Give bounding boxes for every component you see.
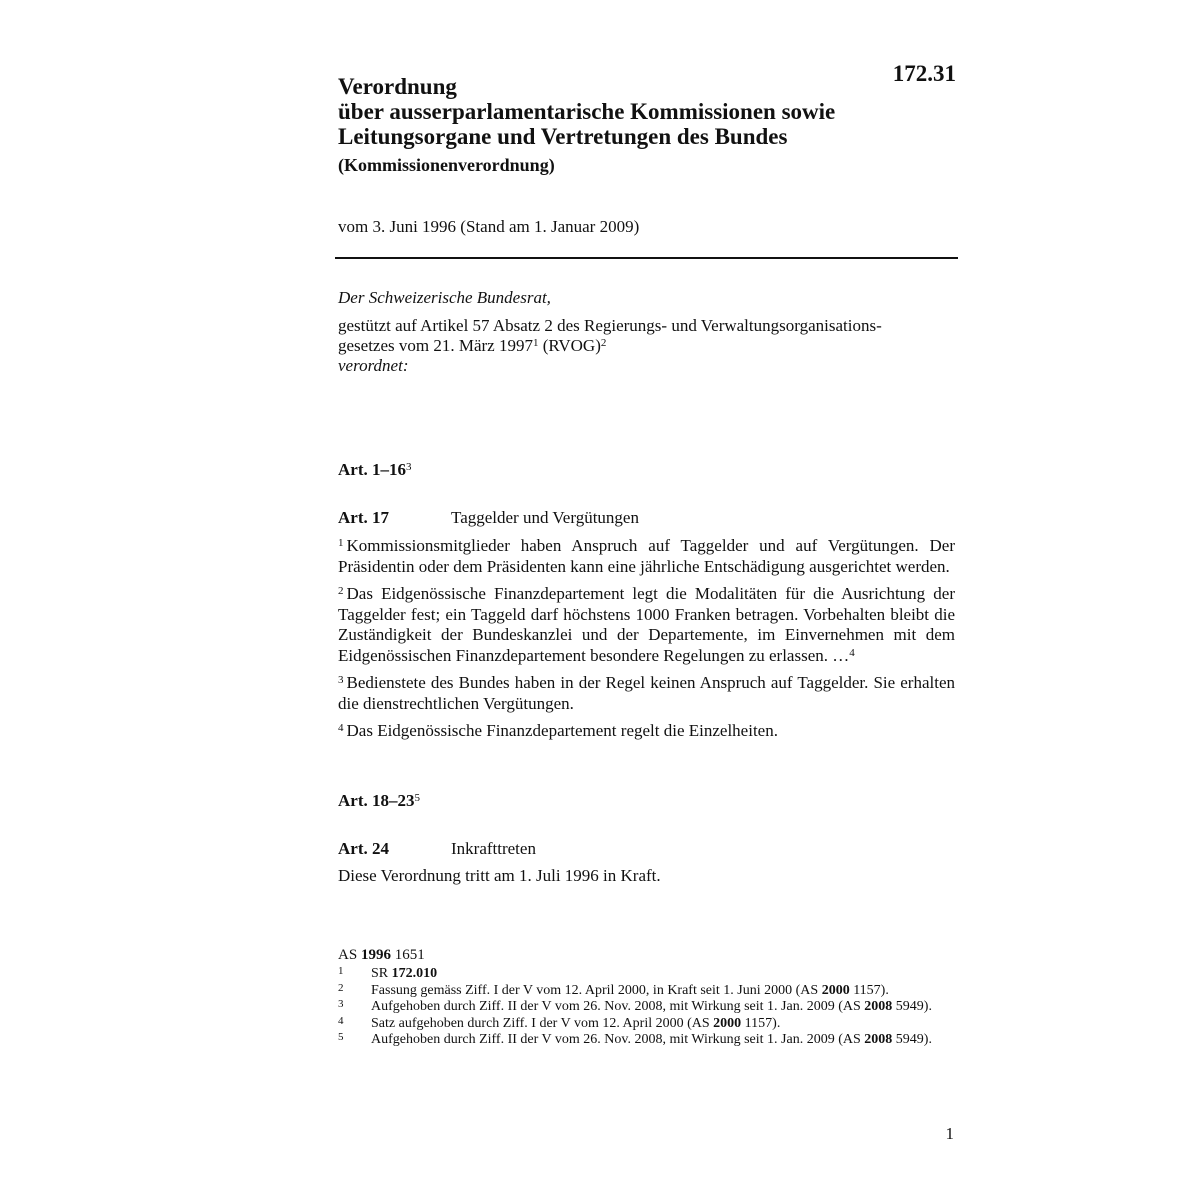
footnote-ref-3[interactable]: 3 <box>405 461 412 473</box>
document-title <box>338 74 898 149</box>
source-reference <box>338 946 425 964</box>
article-18-23-heading <box>338 790 958 812</box>
footnote-text-end: 1157). <box>849 982 889 998</box>
footnote-text: Fassung gemäss Ziff. I der V vom 12. April 2000, in Kraft seit 1. Juni 2000 (AS <box>371 982 822 998</box>
preamble-basis <box>338 316 958 356</box>
article-title: Inkrafttreten <box>451 839 536 858</box>
footnote-number: 4 <box>338 1014 344 1027</box>
article-24-heading <box>338 838 958 860</box>
page-number: 1 <box>945 1124 954 1143</box>
paragraph-text: Das Eidgenössische Finanzdepartement legt die Modalitäten für die Ausrichtung der Taggelder fest; ein Taggeld darf höchstens 1000 Franken betragen. Vorbehalten bleibt die Zuständigkeit der Bundeskanzlei und der Departemente, im Einvernehmen mit dem Eidgenössischen Finanzdepartement besondere Regelungen zu erlassen. … <box>338 584 955 665</box>
footnote-1 <box>338 966 938 983</box>
source-year: 1996 <box>360 947 391 963</box>
sr-number: 172.31 <box>892 61 956 86</box>
paragraph-number: 4 <box>338 722 344 734</box>
title-line-1: Verordnung <box>338 74 457 99</box>
footnote-number: 2 <box>338 981 344 994</box>
article-number: Art. 18–23 <box>338 791 415 810</box>
article-17-body <box>338 536 955 749</box>
source-page: 1651 <box>390 947 425 963</box>
preamble-basis-text-2: gesetzes vom 21. März 1997 <box>338 336 533 355</box>
footnote-ref-5[interactable]: 5 <box>414 792 420 804</box>
footnote-text: Aufgehoben durch Ziff. II der V vom 26. Nov. 2008, mit Wirkung seit 1. Jan. 2009 (AS <box>371 1032 865 1047</box>
paragraph-1 <box>338 536 955 577</box>
paragraph-2 <box>338 584 955 666</box>
footnote-text-end: 5949). <box>892 1032 932 1047</box>
article-number: Art. 24 <box>338 839 389 858</box>
footnote-bold: 2008 <box>864 999 893 1014</box>
paragraph-text: Bedienstete des Bundes haben in der Regel keinen Anspruch auf Taggelder. Sie erhalten die dienstrechtlichen Vergütungen. <box>338 673 955 713</box>
footnote-text-end: 1157). <box>741 1015 781 1031</box>
article-24-body <box>338 866 955 894</box>
paragraph-3 <box>338 673 955 714</box>
preamble-issuer: Der Schweizerische Bundesrat, <box>338 288 551 307</box>
title-line-3: Leitungsorgane und Vertretungen des Bundes <box>338 124 788 149</box>
footnote-text: SR <box>371 966 392 981</box>
footnote-bold: 2000 <box>821 982 850 998</box>
footnote-ref-4[interactable]: 4 <box>849 646 855 659</box>
footnote-5 <box>338 1032 938 1049</box>
paragraph-text: Diese Verordnung tritt am 1. Juli 1996 in Kraft. <box>338 866 661 885</box>
title-line-2: über ausserparlamentarische Kommissionen sowie <box>338 99 836 124</box>
footnote-ref-2[interactable]: 2 <box>600 337 607 349</box>
preamble-basis-text-1: gestützt auf Artikel 57 Absatz 2 des Regierungs- und Verwaltungsorganisations- <box>338 316 882 335</box>
preamble-basis-text-3: (RVOG) <box>538 336 601 355</box>
footnote-number: 5 <box>338 1031 344 1043</box>
article-1-16-heading <box>338 459 958 481</box>
source-prefix: AS <box>338 947 361 963</box>
footnote-text-end: 5949). <box>892 999 932 1014</box>
paragraph-number: 1 <box>338 537 344 549</box>
paragraph-number: 2 <box>338 585 344 597</box>
preamble <box>338 288 958 376</box>
paragraph-text: Das Eidgenössische Finanzdepartement regelt die Einzelheiten. <box>346 721 778 740</box>
footnote-4 <box>338 1016 938 1033</box>
paragraph-text: Kommissionsmitglieder haben Anspruch auf Taggelder und auf Vergütungen. Der Präsidentin oder dem Präsidenten kann eine jährliche Entschädigung ausgerichtet werden. <box>338 536 955 576</box>
paragraph-number: 3 <box>338 674 344 686</box>
article-number: Art. 1–16 <box>338 460 406 479</box>
article-number: Art. 17 <box>338 508 389 527</box>
footnote-3 <box>338 999 938 1016</box>
footnotes <box>338 966 938 1049</box>
footnote-bold: 2000 <box>713 1015 742 1031</box>
short-title: (Kommissionenverordnung) <box>338 155 555 175</box>
preamble-verordnet: verordnet: <box>338 356 409 375</box>
footnote-bold: 172.010 <box>391 966 438 981</box>
footnote-number: 1 <box>338 965 344 977</box>
article-title: Taggelder und Vergütungen <box>451 508 639 527</box>
date-line: vom 3. Juni 1996 (Stand am 1. Januar 2009) <box>338 217 640 236</box>
title-divider <box>335 257 958 259</box>
footnote-text: Satz aufgehoben durch Ziff. I der V vom 12. April 2000 (AS <box>371 1015 714 1031</box>
footnote-2 <box>338 983 938 1000</box>
article-17-heading <box>338 507 958 529</box>
footnote-bold: 2008 <box>864 1032 893 1047</box>
paragraph-4 <box>338 721 955 742</box>
footnote-text: Aufgehoben durch Ziff. II der V vom 26. Nov. 2008, mit Wirkung seit 1. Jan. 2009 (AS <box>371 999 865 1014</box>
footnote-number: 3 <box>338 998 344 1010</box>
footnote-ref-1[interactable]: 1 <box>532 337 539 349</box>
